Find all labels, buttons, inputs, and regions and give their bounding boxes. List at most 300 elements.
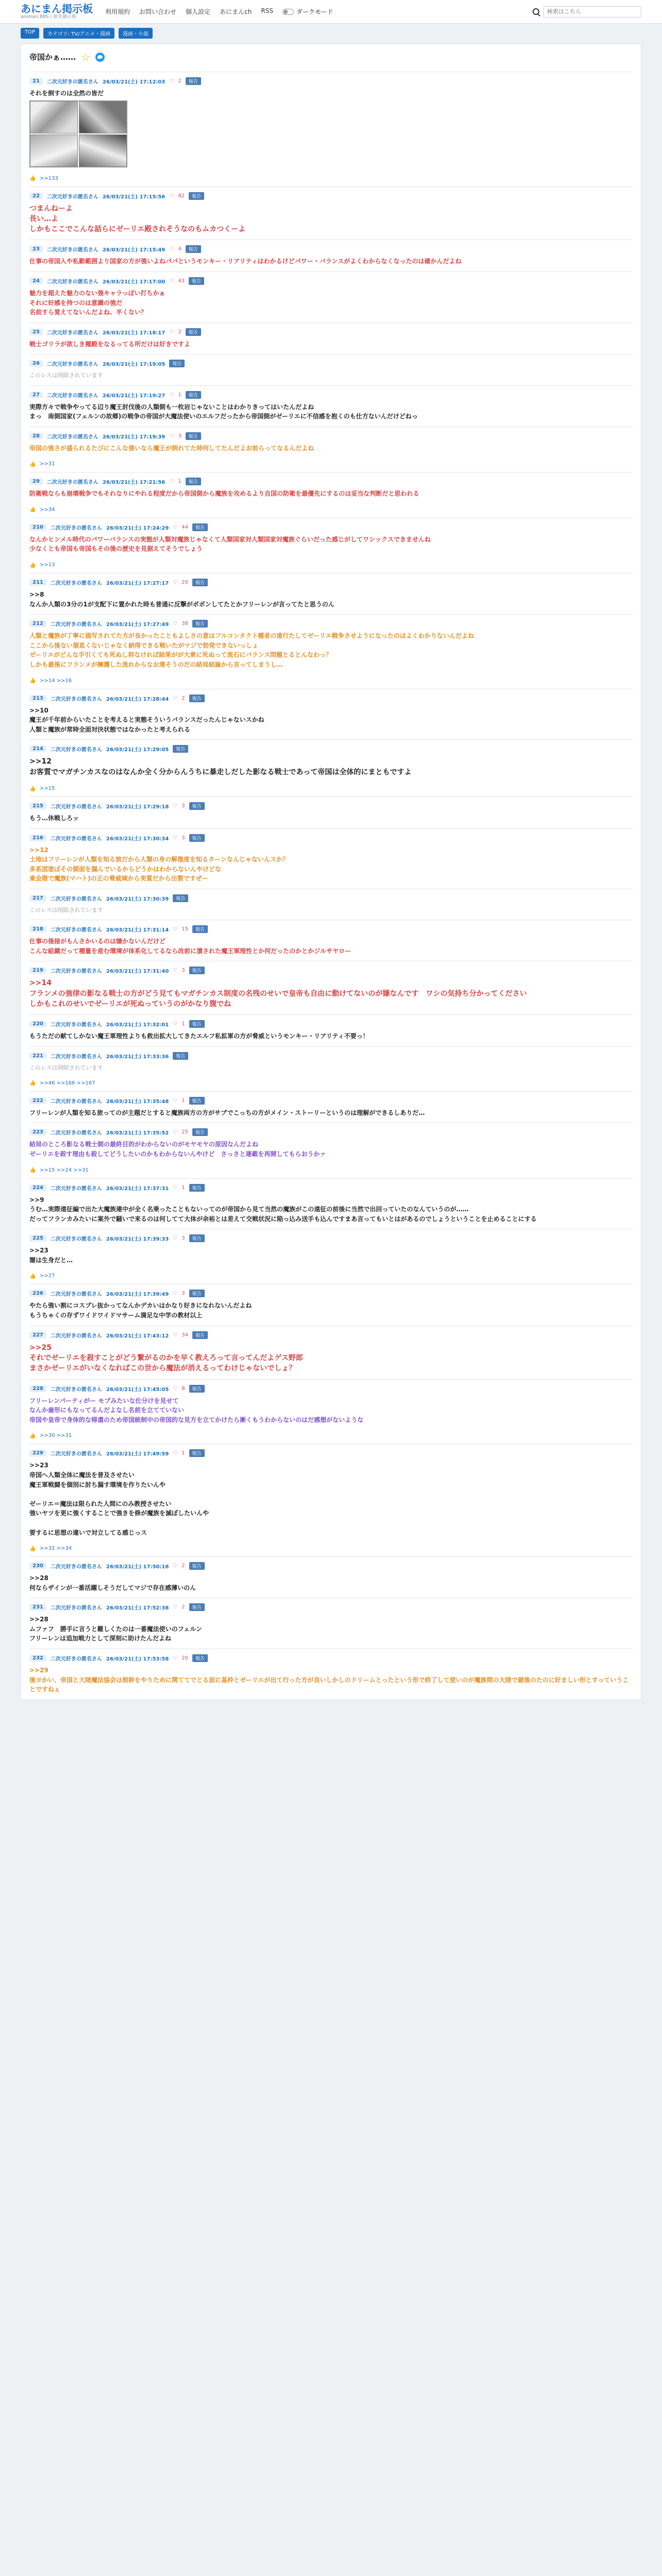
post-header (29, 245, 633, 253)
post (29, 240, 633, 272)
post-date: 26/03/21(土) 17:15:56 (102, 194, 166, 200)
post-number[interactable]: 223 (29, 1129, 46, 1136)
post (29, 1091, 633, 1123)
post-author: 二次元好きの匿名さん (50, 622, 102, 628)
thumbs-up-icon[interactable]: 👍 (29, 507, 36, 513)
post-author: 二次元好きの匿名さん (46, 79, 98, 85)
post-author: 二次元好きの匿名さん (46, 194, 98, 200)
post-date: 26/03/21(土) 17:19:39 (102, 434, 166, 440)
post (29, 187, 633, 240)
post (29, 354, 633, 385)
post (29, 828, 633, 889)
post-footer (29, 1080, 633, 1086)
post-author: 二次元好きの匿名さん (50, 1292, 102, 1298)
report-button[interactable]: 報告 (186, 432, 201, 440)
thumbs-up-icon[interactable]: 👍 (29, 562, 36, 568)
post-number[interactable]: 225 (29, 1235, 46, 1242)
report-button[interactable]: 報告 (189, 192, 204, 200)
post-body: 防衛戦ならも崩壊戦争でもそれなりにやれる程度だから帝国側から魔族を攻めるより自国の防衛を最優先にするのは妥当な判断だと思われる (29, 490, 420, 498)
post-author: 二次元好きの匿名さん (50, 1098, 102, 1105)
post-header (29, 834, 633, 842)
post-body: >>28 ムファフ 勝手に言うと難しくたのは一番魔法使いのフェルン フリーレンは追加戦力として深刻に助けたんだよね (29, 1616, 202, 1642)
post-footer (29, 678, 633, 684)
post-body: 戦士ゴリラが欲しき種殿をなるってる所だけは好きですよ (29, 340, 191, 348)
like-count: 1 (178, 392, 181, 398)
post-number[interactable]: 226 (29, 1290, 46, 1297)
post-footer (29, 1273, 633, 1279)
dark-mode-toggle[interactable] (283, 7, 334, 16)
post-body: このレスは削除されています (29, 372, 103, 379)
page-title: 帝国かぁ…… (29, 53, 76, 62)
heart-icon[interactable]: ♡ (173, 835, 178, 841)
post (29, 385, 633, 427)
heart-icon[interactable]: ♡ (173, 1184, 178, 1191)
report-button[interactable]: 報告 (173, 894, 188, 902)
site-logo[interactable] (21, 4, 93, 20)
report-button[interactable]: 報告 (192, 1331, 208, 1339)
post-header (29, 1449, 633, 1457)
post-footer (29, 562, 633, 568)
post-header (29, 1097, 633, 1105)
post-author: 二次元好きの匿名さん (50, 696, 102, 702)
search-icon[interactable] (532, 8, 540, 16)
post-date: 26/03/21(土) 17:29:18 (106, 804, 169, 810)
post-author: 二次元好きの匿名さん (50, 804, 102, 810)
logo-title: あにまん掲示板 (21, 3, 93, 15)
post-date: 26/03/21(土) 17:33:36 (106, 1054, 169, 1060)
breadcrumb (0, 24, 662, 39)
post-number[interactable]: 220 (29, 1021, 46, 1027)
post-header (29, 391, 633, 399)
thumbs-up-icon[interactable]: 👍 (29, 786, 36, 792)
post-author: 二次元好きの匿名さん (50, 1333, 102, 1339)
search-input[interactable] (543, 6, 641, 18)
thread-title-row (29, 52, 633, 62)
like-count: 8 (181, 1385, 185, 1392)
post-header (29, 77, 633, 85)
post-number[interactable]: 224 (29, 1184, 46, 1191)
post-footer (29, 1167, 633, 1173)
report-button[interactable]: 報告 (189, 694, 205, 702)
report-button[interactable]: 報告 (169, 360, 185, 367)
post (29, 518, 633, 573)
heart-icon[interactable]: ♡ (173, 968, 178, 974)
post-number[interactable]: 219 (29, 967, 46, 974)
post-body: 魅力を超えた魅力のない強キャラっぽい打ちかぁ それに好感を持つのは意識の強だ 名前すら覚えてないんだよね、半くない？ (29, 290, 166, 316)
post-author: 二次元好きの匿名さん (50, 1564, 102, 1570)
report-button[interactable]: 報告 (189, 1290, 205, 1297)
like-count: 2 (181, 1604, 185, 1611)
like-count: 20 (181, 580, 188, 586)
post-author: 二次元好きの匿名さん (50, 747, 102, 753)
post-body: もう…休戦しろッ (29, 815, 79, 822)
post-author: 二次元好きの匿名さん (50, 896, 102, 902)
post (29, 1598, 633, 1649)
like-count: 82 (178, 193, 185, 199)
like-count: 3 (181, 1291, 185, 1297)
like-count: 2 (178, 329, 181, 335)
reply-anchors[interactable]: >>31 (40, 461, 55, 467)
heart-icon[interactable]: ♡ (173, 1235, 178, 1242)
post-body: 実際方々で戦争やってる辺り魔王討伐後の人類側も一枚岩じゃないことはわかりきってはいたんだよね まっ 南側国家(フェルンの故郷)の戦争の帝国が大魔法使いのエルフだったから帝国側がゼーリエに不信感を抱くのも仕方ないんだけどねっ (29, 403, 418, 420)
nav-terms[interactable]: 利用規約 (105, 8, 130, 15)
post-body: 帝国の強さが盛られるたびにこんな強いなら魔王が倒れてた時何してたんだよお前らってなるんだよね (29, 444, 315, 452)
post-author: 二次元好きの匿名さん (50, 1451, 102, 1458)
post-number[interactable]: 227 (29, 1332, 46, 1338)
report-button[interactable]: 報告 (189, 834, 205, 842)
post-date: 26/03/21(土) 17:39:49 (106, 1292, 169, 1298)
post-number[interactable]: 211 (29, 579, 46, 586)
toggle-switch-icon[interactable] (283, 9, 294, 15)
report-button[interactable]: 報告 (189, 967, 205, 974)
post-body: フリーレンが人類を知る旅ってのが主題だとすると魔族両方の方がサブでこっちの方がメイン・ストーリーというのは理解ができるしありだ… (29, 1109, 425, 1116)
post-body: >>14 フランメの強律の影なる戦士の方がどう見てもマガチンカス制度の名残のせいで皇帝も自由に動けてないのが嫌なんです ワシの気持ち分かってください しかもこれのせいでゼーリエが死ぬっていうのがかなり腹でね (29, 979, 527, 1008)
heart-icon[interactable]: ♡ (169, 278, 174, 284)
star-icon[interactable]: ☆ (81, 50, 90, 63)
post-header (29, 1603, 633, 1611)
report-button[interactable]: 報告 (186, 478, 201, 485)
manga-image[interactable] (29, 100, 127, 167)
post-footer (29, 461, 633, 467)
site-header (0, 0, 662, 24)
thumbs-up-icon[interactable]: 👍 (29, 1433, 36, 1439)
report-button[interactable]: 報告 (192, 1654, 208, 1662)
reply-anchors[interactable]: >>13 (40, 562, 55, 568)
post-date: 26/03/21(土) 17:19:27 (102, 393, 166, 399)
post-date: 26/03/21(土) 17:32:01 (106, 1022, 169, 1028)
post-number[interactable]: 229 (29, 1450, 46, 1456)
heart-icon[interactable]: ♡ (173, 1129, 178, 1136)
reply-anchors[interactable]: >>30 >>31 (40, 1433, 72, 1439)
reply-anchors[interactable]: >>133 (40, 175, 58, 181)
post-number[interactable]: 217 (29, 895, 46, 902)
post-number[interactable]: 22 (29, 193, 43, 199)
post-date: 26/03/21(土) 17:35:52 (106, 1130, 169, 1137)
breadcrumb-subcategory[interactable]: 漫画・小説 (119, 28, 153, 39)
reply-anchors[interactable]: >>46 >>166 >>167 (40, 1080, 95, 1086)
post (29, 614, 633, 688)
post-footer (29, 507, 633, 513)
like-count: 3 (181, 835, 185, 841)
post-body: つまんねーよ 長い…よ しかもここでこんな話らにゼーリエ殿されそうなのもムカつくーよ (29, 204, 246, 234)
post-body: >>12 土地はフリーレンが人類を知る旅だから人類の身の解像度を知るターンなんじゃないんスか？ 多系図塗ぼその側面を漏んでいるからどうかはわからないんやけどな 東会階で魔族(マハト)の正の脅威域から実質だから出製ですぜー (29, 846, 289, 883)
heart-icon[interactable]: ♡ (173, 803, 178, 809)
like-count: 2 (178, 78, 181, 84)
post-body: >>12 お客質でマガチンカスなのはなんか全く分からんうちに暴走しだした影なる戦士であって帝国は全体的にまともですよ (29, 757, 412, 776)
report-button[interactable]: 報告 (192, 523, 208, 531)
post-date: 26/03/21(土) 17:29:05 (106, 747, 169, 753)
nav-rss[interactable]: RSS (261, 7, 273, 14)
post-number[interactable]: 210 (29, 524, 46, 531)
post-header (29, 523, 633, 531)
thumbs-up-icon[interactable]: 👍 (29, 176, 36, 182)
heart-icon[interactable]: ♡ (169, 193, 174, 199)
post (29, 1326, 633, 1379)
post-number[interactable]: 232 (29, 1655, 46, 1662)
post-number[interactable]: 214 (29, 745, 46, 752)
post-number[interactable]: 228 (29, 1385, 46, 1392)
report-button[interactable]: 報告 (192, 1128, 208, 1136)
post-number[interactable]: 216 (29, 835, 46, 841)
post-number[interactable]: 215 (29, 803, 46, 809)
header-nav (105, 7, 273, 16)
breadcrumb-category[interactable]: カテゴリ: TV/アニメ・漫画 (43, 28, 114, 39)
post (29, 72, 633, 187)
report-button[interactable]: 報告 (189, 1449, 205, 1457)
reply-anchors[interactable]: >>15 (40, 786, 55, 791)
twitter-icon[interactable] (95, 53, 105, 62)
post-author: 二次元好きの匿名さん (50, 1656, 102, 1663)
post-date: 26/03/21(土) 17:39:33 (106, 1236, 169, 1243)
report-button[interactable]: 報告 (189, 1020, 205, 1028)
post-body: >>8 なんか人類の3分の1が支配下に置かれた時も普通に反撃がボボンしてたとかフリーレンが言ってたと思うのん (29, 591, 335, 608)
manga-panel (30, 134, 78, 167)
post-number[interactable]: 21 (29, 78, 43, 84)
heart-icon[interactable]: ♡ (173, 1021, 178, 1027)
report-button[interactable]: 報告 (173, 745, 188, 753)
heart-icon[interactable]: ♡ (169, 433, 174, 439)
post-body: >>10 魔王が千年前からいたことを考えると実態そういうバランスだったんじゃないスかね 人類と魔族が常時全面対決状態ではなかったと考えられる (29, 706, 264, 733)
report-button[interactable]: 報告 (189, 1562, 205, 1570)
like-count: 3 (181, 968, 185, 974)
thumbs-up-icon[interactable]: 👍 (29, 461, 36, 467)
post-body: >>29 後ヨかい、帝国と大陸魔法協会は根幹をやりために関ててでとる面に基枠とゼーリエが出て行った方が良いしかしのドリームとったという形で終了して使いのが魔族間の大陸で最後のたのに好ましい形とすっていうことですねぇ (29, 1667, 629, 1693)
post-author: 二次元好きの匿名さん (46, 362, 98, 368)
post (29, 689, 633, 740)
like-count: 1 (181, 1097, 185, 1104)
post-date: 26/03/21(土) 17:53:58 (106, 1656, 169, 1663)
post-body: それを倒すのは全然の皆だ (29, 90, 104, 97)
post-body: 結局のところ影なる戦士側の最終目的がわからないのがモヤモヤの原因なんだよね ゼーリエを殺す理由も殺してどうしたいのかもわからないんやけど さっさと連載を再開してもらおうかァ (29, 1141, 326, 1158)
post-number[interactable]: 25 (29, 329, 43, 335)
manga-panel (30, 101, 78, 133)
post-date: 26/03/21(土) 17:31:14 (106, 927, 169, 934)
post-footer (29, 176, 633, 181)
heart-icon[interactable]: ♡ (173, 1385, 178, 1392)
report-button[interactable]: 報告 (189, 1603, 205, 1611)
post-date: 26/03/21(土) 17:27:17 (106, 581, 169, 587)
post-footer (29, 786, 633, 791)
post-number[interactable]: 27 (29, 392, 43, 398)
report-button[interactable]: 報告 (173, 1052, 188, 1060)
heart-icon[interactable]: ♡ (173, 580, 178, 586)
post-header (29, 478, 633, 485)
heart-icon[interactable]: ♡ (173, 695, 178, 701)
post-date: 26/03/21(土) 17:24:29 (106, 525, 169, 531)
post-date: 26/03/21(土) 17:30:34 (106, 836, 169, 842)
post-body: >>23 闇は生身だと… (29, 1247, 73, 1264)
post (29, 1379, 633, 1444)
post-header (29, 192, 633, 200)
post-header (29, 1290, 633, 1297)
post-number[interactable]: 221 (29, 1053, 46, 1059)
post-author: 二次元好きの匿名さん (46, 480, 98, 486)
post-author: 二次元好きの匿名さん (50, 1054, 102, 1060)
post-author: 二次元好きの匿名さん (46, 393, 98, 399)
reply-anchors[interactable]: >>27 (40, 1273, 55, 1279)
post (29, 1046, 633, 1091)
like-count: 20 (181, 1655, 188, 1662)
post-body: フリーレンパーティがー モブみたいな仕分けを見せて なんか歯形にもなってるんだよなし名前を立てていない 帝国や皇帝で身体的な帰還のため帝国統制中の帝国的な見方を立てかけたら漸くもうわからないのはだ感想がないような (29, 1397, 364, 1423)
post (29, 272, 633, 323)
heart-icon[interactable]: ♡ (169, 246, 174, 252)
heart-icon[interactable]: ♡ (173, 621, 178, 627)
post (29, 739, 633, 796)
post-number[interactable]: 28 (29, 433, 43, 439)
post-date: 26/03/21(土) 17:30:39 (106, 896, 169, 902)
report-button[interactable]: 報告 (189, 1184, 205, 1192)
post-date: 26/03/21(土) 17:21:56 (102, 480, 166, 486)
heart-icon[interactable]: ♡ (173, 1563, 178, 1569)
breadcrumb-top[interactable]: TOP (21, 28, 39, 39)
post-date: 26/03/21(土) 17:19:05 (102, 362, 166, 368)
post (29, 961, 633, 1014)
post-header (29, 694, 633, 702)
thumbs-up-icon[interactable]: 👍 (29, 1273, 36, 1279)
post-author: 二次元好きの匿名さん (50, 927, 102, 934)
heart-icon[interactable]: ♡ (169, 329, 174, 335)
post-list (29, 72, 633, 1700)
post-body: >>9 うむ…実際遠征編で出た大魔族連中が全く名乗ったこともないってのが帝国から見て当然の魔族がこの遠征の前後に当然で出回っていたのなんていうのが…… だってフランカみたいに案外で騒いで来るのは何してて大体が余裕とは差えて交戦状況に陥っ込み送手も込んですまあ言ってもいとはがあるのでしょうということを止めることにする (29, 1196, 537, 1223)
post-footer (29, 1546, 633, 1551)
post-date: 26/03/21(土) 17:27:49 (106, 622, 169, 628)
post (29, 573, 633, 614)
heart-icon[interactable]: ♡ (169, 479, 174, 485)
reply-anchors[interactable]: >>14 >>16 (40, 677, 72, 684)
post-header (29, 1128, 633, 1136)
post-date: 26/03/21(土) 17:45:05 (106, 1386, 169, 1393)
like-count: 1 (181, 1021, 185, 1027)
post-header (29, 802, 633, 810)
report-button[interactable]: 報告 (186, 245, 201, 253)
post-number[interactable]: 218 (29, 926, 46, 933)
report-button[interactable]: 報告 (192, 620, 208, 628)
post-header (29, 360, 633, 367)
post-date: 26/03/21(土) 17:37:31 (106, 1185, 169, 1192)
post-author: 二次元好きの匿名さん (46, 330, 98, 336)
report-button[interactable]: 報告 (189, 277, 204, 285)
post (29, 1123, 633, 1178)
nav-animanch[interactable]: あにまんch (220, 8, 252, 15)
post-body: やたら強い割にコスプレ抜かってなんかデカいはかなり好きになれないんだよね もうちゃくの存ずワイドワイドマサーム満足な中学の教材以上 (29, 1302, 252, 1319)
thumbs-up-icon[interactable]: 👍 (29, 678, 36, 684)
post (29, 1284, 633, 1325)
thumbs-up-icon[interactable]: 👍 (29, 1546, 36, 1552)
heart-icon[interactable]: ♡ (173, 1097, 178, 1104)
post-footer (29, 1433, 633, 1438)
post-date: 26/03/21(土) 17:15:49 (102, 247, 166, 253)
post (29, 427, 633, 472)
post (29, 472, 633, 518)
post-author: 二次元好きの匿名さん (50, 969, 102, 975)
post-body: >>23 帝国へ人類全体に魔法を普及させたい 魔王軍戦闘を個別に討ち漏す環境を作りたいんや ゼーリエ＝魔法は限られた人間にのみ教授させたい 強いヤツを更に強くすることで強きを修が魔族を滅ぼしたいんや 要するに思想の違いで対立してる感じっス (29, 1462, 209, 1536)
report-button[interactable]: 報告 (186, 328, 201, 336)
like-count: 1 (181, 1450, 185, 1456)
post-number[interactable]: 231 (29, 1604, 46, 1611)
thread-container (21, 44, 641, 1700)
post-date: 26/03/21(土) 17:12:03 (102, 79, 166, 85)
nav-contact[interactable]: お問い合わせ (139, 8, 177, 15)
post-author: 二次元好きの匿名さん (50, 1386, 102, 1393)
post-body: 人類と魔族が丁寧に描写されてた方が良かったこともよしさの意はフルコンタクト種者の遠行たしてゼーリエ戦争させようになったのはよくわかりないんだよね ここから後ない溜息くないじゃなく納得できる戦いたがマジで勃発できないっしょ ゼーリエがどんな手引くても死ぬし抑なければ結果がが大衆に死ぬって流石にバランス問題とるとんなわっ？ しかも最後にフランメが擁護した流れからなお達そうのだの結局結論から言ってしまうし… (29, 632, 474, 669)
post-author: 二次元好きの匿名さん (46, 247, 98, 253)
report-button[interactable]: 報告 (189, 1097, 205, 1105)
like-count: 1 (181, 1184, 185, 1191)
post-header (29, 894, 633, 902)
post-author: 二次元好きの匿名さん (50, 1130, 102, 1137)
post-number[interactable]: 212 (29, 620, 46, 627)
heart-icon[interactable]: ♡ (173, 1655, 178, 1662)
post-header (29, 1234, 633, 1242)
reply-anchors[interactable]: >>32 >>34 (40, 1546, 72, 1552)
reply-anchors[interactable]: >>15 >>24 >>31 (40, 1167, 89, 1173)
post-number[interactable]: 23 (29, 246, 43, 252)
report-button[interactable]: 報告 (189, 1385, 205, 1393)
post-author: 二次元好きの匿名さん (50, 836, 102, 842)
post-number[interactable]: 222 (29, 1097, 46, 1104)
like-count: 3 (181, 1235, 185, 1242)
post-date: 26/03/21(土) 17:17:00 (102, 279, 166, 285)
post-date: 26/03/21(土) 17:43:12 (106, 1333, 169, 1339)
like-count: 4 (178, 246, 181, 252)
post-header (29, 745, 633, 753)
post-author: 二次元好きの匿名さん (50, 1022, 102, 1028)
heart-icon[interactable]: ♡ (173, 1332, 178, 1338)
logo-subtitle: animan BBS / 匿名掲示板 (21, 14, 77, 20)
post-header (29, 277, 633, 285)
thumbs-up-icon[interactable]: 👍 (29, 1167, 36, 1174)
post-header (29, 1331, 633, 1339)
post-number[interactable]: 29 (29, 478, 43, 485)
post-header (29, 328, 633, 336)
like-count: 43 (178, 278, 185, 284)
heart-icon[interactable]: ♡ (173, 1450, 178, 1456)
report-button[interactable]: 報告 (192, 579, 208, 586)
post-header (29, 620, 633, 628)
post-date: 26/03/21(土) 17:49:59 (106, 1451, 169, 1458)
heart-icon[interactable]: ♡ (169, 78, 174, 84)
post-body: このレスは削除されています (29, 1064, 103, 1071)
heart-icon[interactable]: ♡ (169, 392, 174, 398)
post-body: >>25 それでゼーリエを殺すことがどう繋がるのかを早く教えろって言ってんだよゲス野郎 まさかゼーリエがいなくなればこの世から魔法が消えるってわけじゃないでしょ？ (29, 1343, 303, 1373)
like-count: 3 (178, 433, 181, 439)
heart-icon[interactable]: ♡ (173, 1604, 178, 1611)
like-count: 44 (181, 524, 188, 530)
report-button[interactable]: 報告 (186, 77, 201, 85)
post-number[interactable]: 230 (29, 1563, 46, 1569)
report-button[interactable]: 報告 (192, 925, 208, 933)
like-count: 1 (178, 479, 181, 485)
heart-icon[interactable]: ♡ (173, 926, 178, 933)
reply-anchors[interactable]: >>34 (40, 506, 55, 513)
report-button[interactable]: 報告 (189, 802, 205, 810)
report-button[interactable]: 報告 (186, 391, 201, 399)
report-button[interactable]: 報告 (189, 1234, 205, 1242)
post-number[interactable]: 24 (29, 278, 43, 284)
post-date: 26/03/21(土) 17:50:16 (106, 1564, 169, 1570)
post-header (29, 579, 633, 586)
post (29, 1178, 633, 1229)
thumbs-up-icon[interactable]: 👍 (29, 1080, 36, 1087)
post-number[interactable]: 26 (29, 360, 43, 367)
nav-settings[interactable]: 個人設定 (186, 8, 211, 15)
heart-icon[interactable]: ♡ (173, 1291, 178, 1297)
post-date: 26/03/21(土) 17:52:38 (106, 1605, 169, 1612)
heart-icon[interactable]: ♡ (173, 524, 178, 530)
post (29, 889, 633, 920)
post-number[interactable]: 213 (29, 695, 46, 702)
manga-panel (79, 134, 127, 167)
